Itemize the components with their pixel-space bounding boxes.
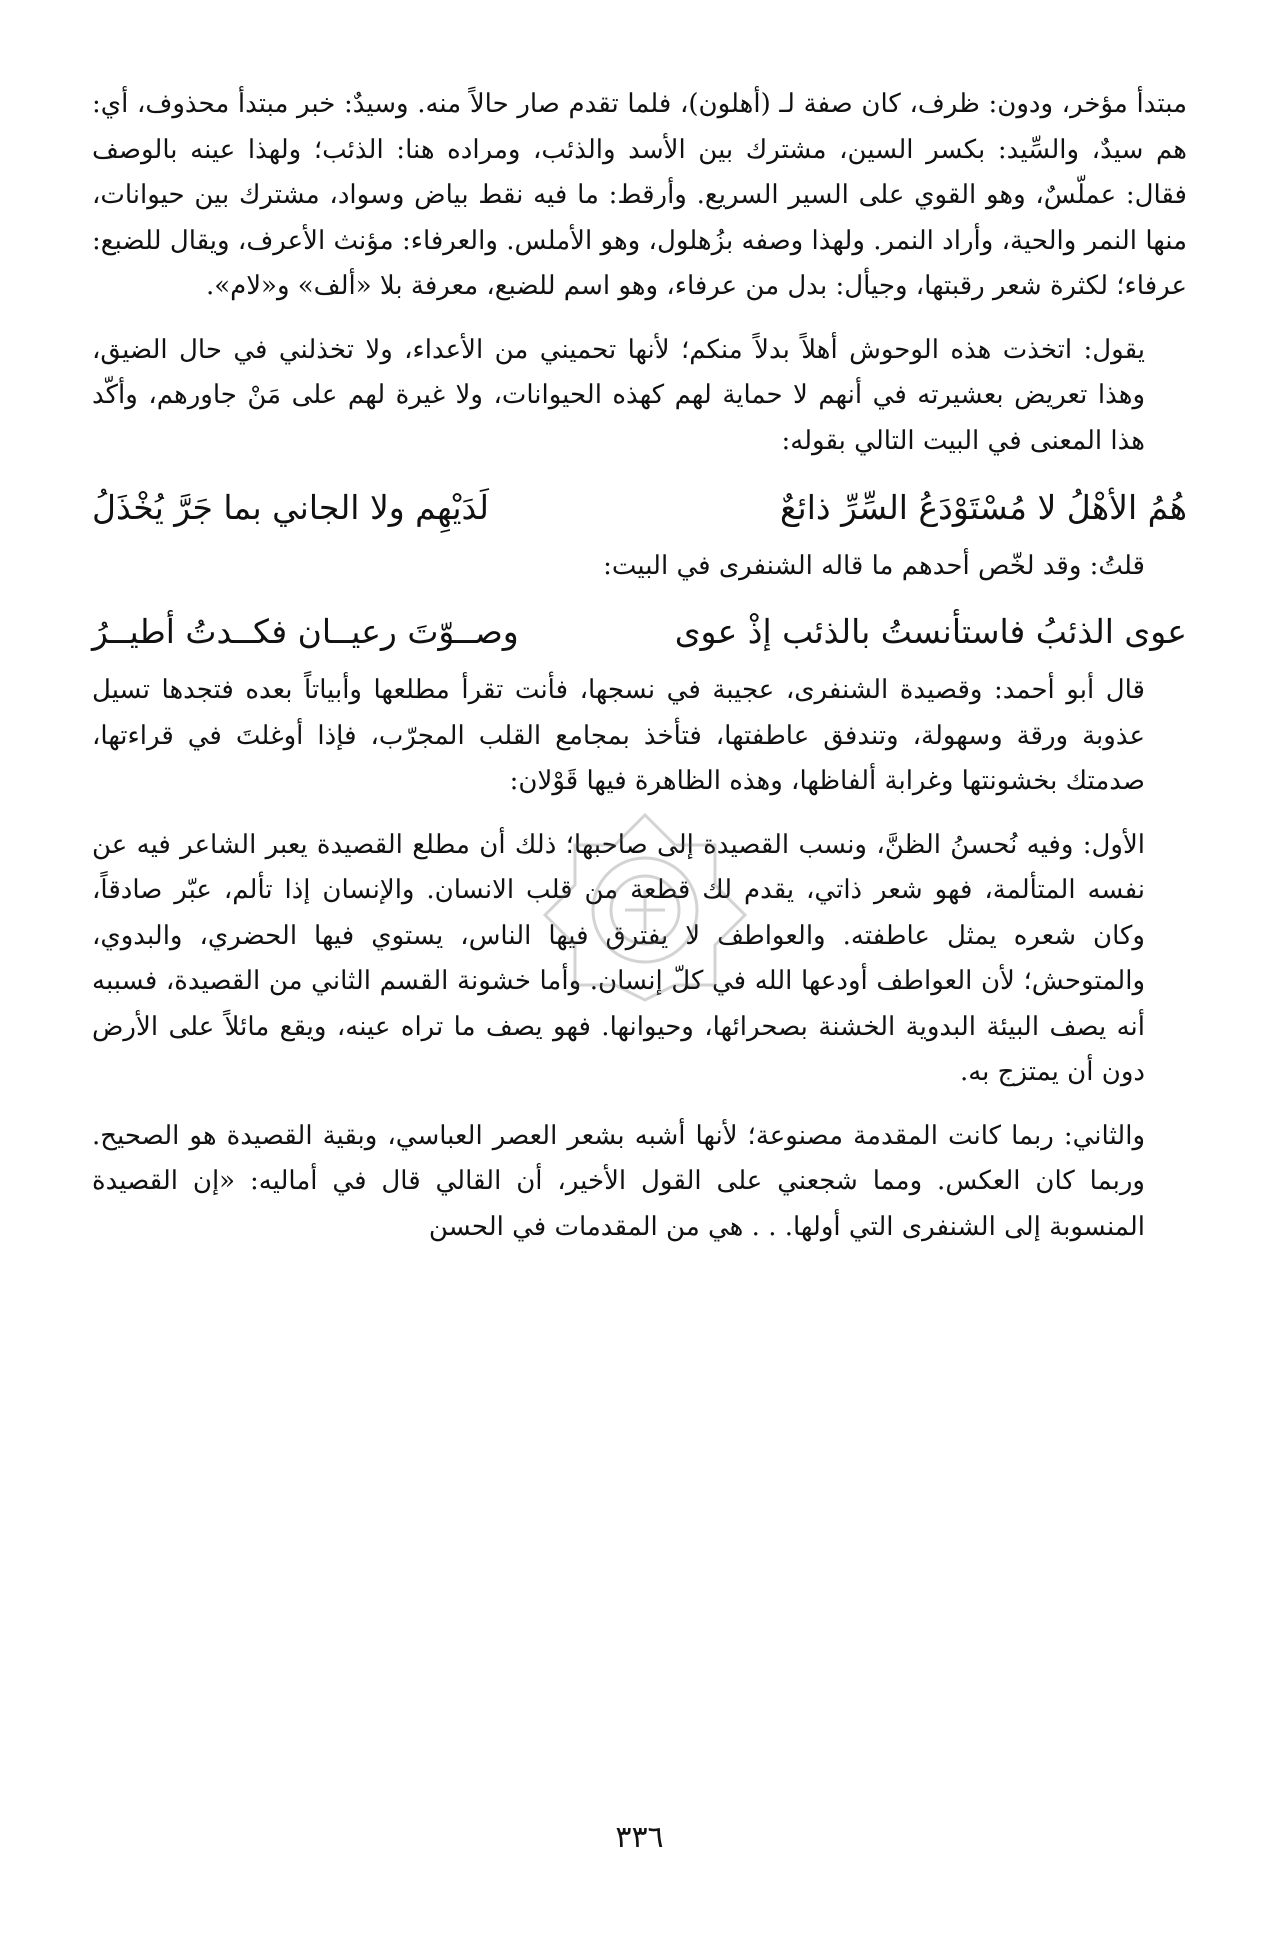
verse-1-second-hemistich: لَدَيْهِم ولا الجاني بما جَرَّ يُخْذَلُ	[92, 488, 489, 527]
verse-line-1	[92, 478, 1187, 538]
paragraph-abu-ahmad: قال أبو أحمد: وقصيدة الشنفرى، عجيبة في نسجها، فأنت تقرأ مطلعها وأبياتاً بعده فتجدها تسيل عذوبة ورقة وسهولة، وتندفق عاطفتها، فتأخذ بمجامع القلب المجرّب، فإذا أوغلتَ في قراءتها، صدمتك بخشونتها وغرابة ألفاظها، وهذه الظاهرة فيها قَوْلان:	[92, 675, 1145, 796]
paragraph-first-view: الأول: وفيه نُحسنُ الظنَّ، ونسب القصيدة إلى صاحبها؛ ذلك أن مطلع القصيدة يعبر الشاعر فيه عن نفسه المتألمة، فهو شعر ذاتي، يقدم لك قطعة من قلب الانسان. والإنسان إذا تألم، عبّر صادقاً، وكان شعره يمثل عاطفته. والعواطف لا يفترق فيها الناس، يستوي فيها الحضري، والبدوي، والمتوحش؛ لأن العواطف أودعها الله في كلّ إنسان. وأما خشونة القسم الثاني من القصيدة، فسببه أنه يصف البيئة البدوية الخشنة بصحرائها، وحيوانها. فهو يصف ما تراه عينه، ويقع مائلاً على الأرض دون أن يمتزج به.	[92, 829, 1145, 1087]
paragraph-second-view: والثاني: ربما كانت المقدمة مصنوعة؛ لأنها أشبه بشعر العصر العباسي، وبقية القصيدة هو الصحيح. وربما كان العكس. ومما شجعني على القول الأخير، أن القالي قال في أماليه: «إن القصيدة المنسوبة إلى الشنفرى التي أولها. . . هي من المقدمات في الحسن	[92, 1120, 1145, 1242]
verse-intro-line: قلتُ: وقد لخّص أحدهم ما قاله الشنفرى في البيت:	[603, 551, 1145, 581]
verse-2-second-hemistich: وصــوّتَ رعيــان فكــدتُ أطيــرُ	[92, 612, 519, 651]
verse-line-2	[92, 602, 1187, 662]
paragraph-grammar-notes: مبتدأ مؤخر، ودون: ظرف، كان صفة لـ (أهلون)، فلما تقدم صار حالاً منه. وسيدٌ: خبر مبتدأ محذوف، أي: هم سيدٌ، والسِّيد: بكسر السين، مشترك بين الأسد والذئب، ومراده هنا: الذئب؛ ولهذا عينه بالوصف فقال: عملّسٌ، وهو القوي على السير السريع. وأرقط: ما فيه نقط بياض وسواد، مشترك بين حيوانات، منها النمر والحية، وأراد النمر. ولهذا وصفه بزُهلول، وهو الأملس. والعرفاء: مؤنث الأعرف، ويقال للضبع: عرفاء؛ لكثرة شعر رقبتها، وجيأل: بدل من عرفاء، وهو اسم للضبع، معرفة بلا «ألف» و«لام».	[92, 89, 1187, 301]
page-number: ٣٣٦	[615, 1820, 664, 1855]
verse-1-first-hemistich: هُمُ الأهْلُ لا مُسْتَوْدَعُ السِّرِّ ذائعٌ	[779, 488, 1187, 527]
verse-2-first-hemistich: عوى الذئبُ فاستأنستُ بالذئب إذْ عوى	[674, 612, 1187, 651]
paragraph-explanation: يقول: اتخذت هذه الوحوش أهلاً بدلاً منكم؛ لأنها تحميني من الأعداء، ولا تخذلني في حال الضيق، وهذا تعريض بعشيرته في أنهم لا حماية لهم كهذه الحيوانات، ولا غيرة لهم على مَنْ جاورهم، وأكّد هذا المعنى في البيت التالي بقوله:	[92, 334, 1145, 456]
page-body	[92, 82, 1187, 1882]
